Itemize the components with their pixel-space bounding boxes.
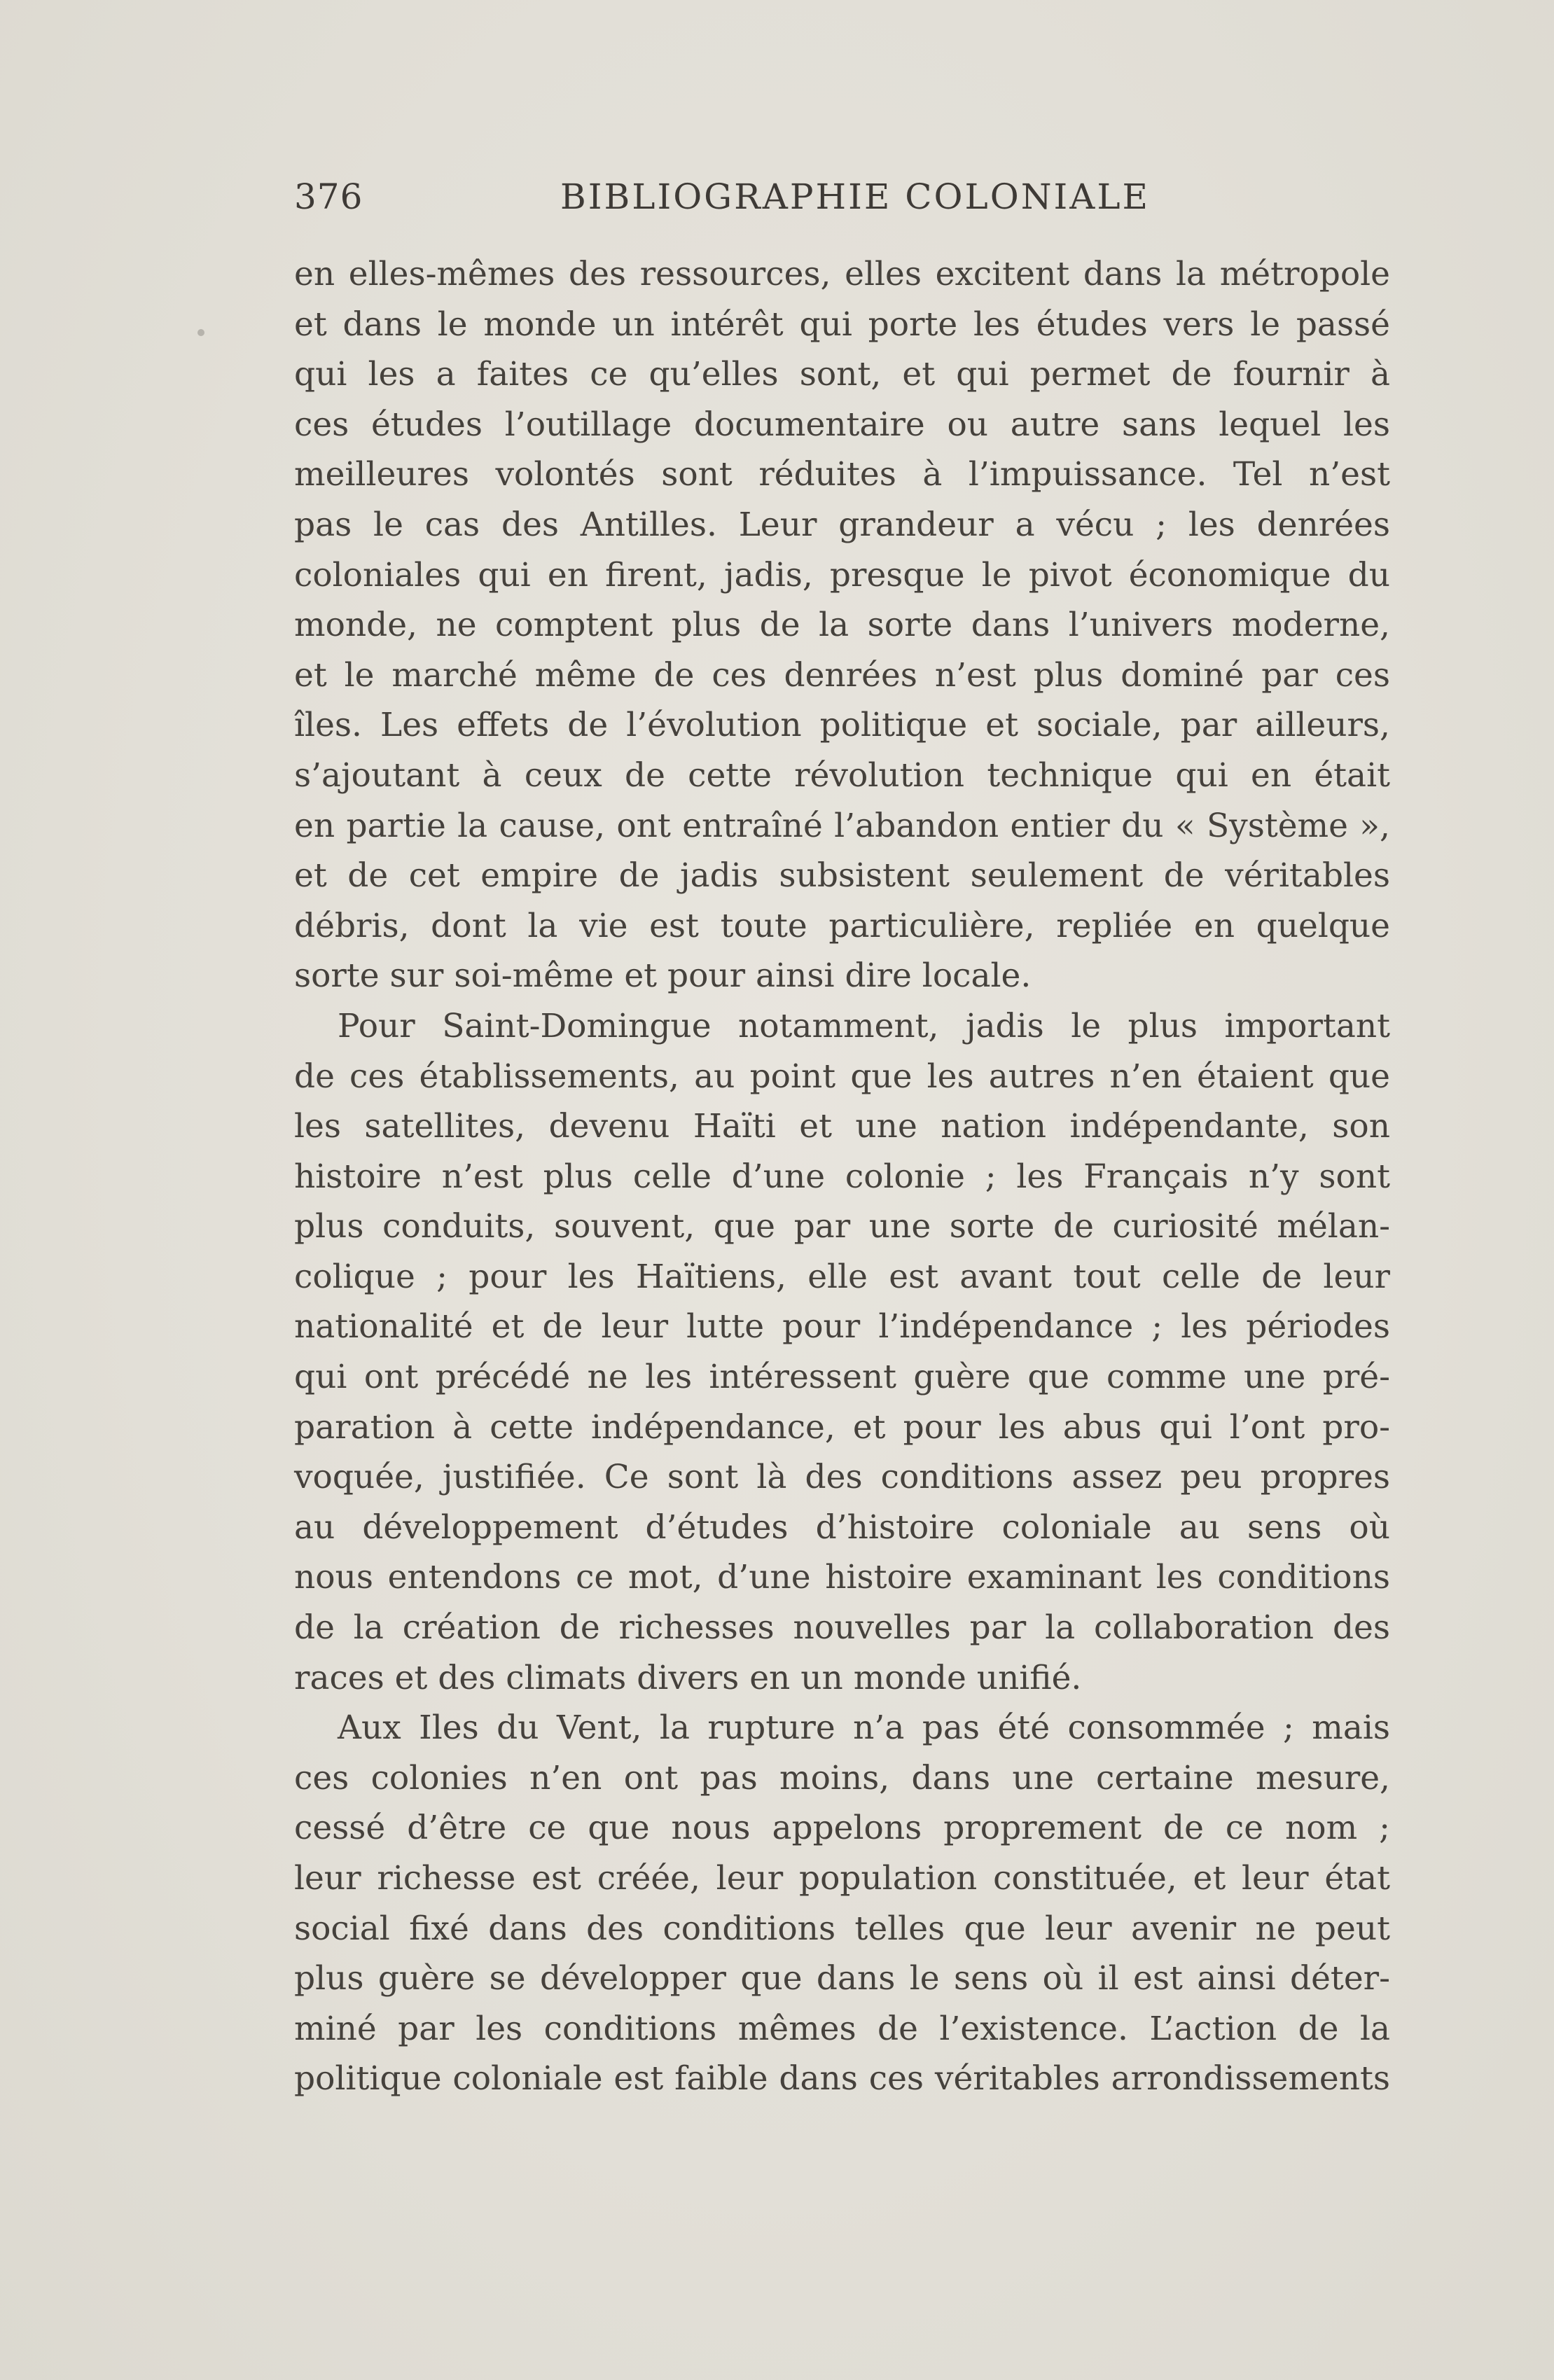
text-line: et dans le monde un intérêt qui porte les études vers le passé [294,305,1390,344]
text-line: Pour Saint-Domingue notamment, jadis le plus important [338,1006,1390,1045]
text-line: en partie la cause, ont entraîné l’abandon entier du « Système », [294,806,1390,845]
page-header [294,176,1390,225]
text-line: et le marché même de ces denrées n’est plus dominé par ces [294,655,1390,695]
text-line: ces études l’outillage documentaire ou autre sans lequel les [294,405,1390,444]
body-text [294,249,1390,2104]
paragraph [294,1703,1390,2104]
text-line: plus conduits, souvent, que par une sorte de curiosité mélan- [294,1207,1390,1246]
text-line: nous entendons ce mot, d’une histoire examinant les conditions [294,1558,1390,1597]
text-line: histoire n’est plus celle d’une colonie ; les Français n’y sont [294,1157,1390,1196]
text-line: ces colonies n’en ont pas moins, dans une certaine mesure, [294,1758,1390,1797]
text-line: monde, ne comptent plus de la sorte dans l’univers moderne, [294,606,1390,645]
text-line: pas le cas des Antilles. Leur grandeur a vécu ; les denrées [294,505,1390,544]
page-number: 376 [294,176,363,217]
text-line: colique ; pour les Haïtiens, elle est avant tout celle de leur [294,1257,1390,1296]
text-line: leur richesse est créée, leur population constituée, et leur état [294,1859,1390,1898]
running-title: BIBLIOGRAPHIE COLONIALE [560,176,1151,217]
text-line: débris, dont la vie est toute particulière, repliée en quelque [294,906,1390,945]
text-line: s’ajoutant à ceux de cette révolution technique qui en était [294,756,1390,795]
text-line: nationalité et de leur lutte pour l’indépendance ; les périodes [294,1307,1390,1346]
text-line: en elles-mêmes des ressources, elles excitent dans la métropole [294,255,1390,293]
text-line: qui les a faites ce qu’elles sont, et qui permet de fournir à [294,355,1390,394]
text-line: les satellites, devenu Haïti et une nation indépendante, son [294,1107,1390,1146]
text-line: paration à cette indépendance, et pour les abus qui l’ont pro- [294,1407,1390,1447]
text-line: voquée, justifiée. Ce sont là des conditions assez peu propres [294,1458,1390,1497]
text-line: sorte sur soi-même et pour ainsi dire locale. [294,956,1032,996]
paper-speck [197,329,204,336]
text-line: qui ont précédé ne les intéressent guère que comme une pré- [294,1358,1390,1397]
text-line: miné par les conditions mêmes de l’existence. L’action de la [294,2009,1390,2048]
text-line: îles. Les effets de l’évolution politique et sociale, par ailleurs, [294,706,1390,745]
text-line: au développement d’études d’histoire coloniale au sens où [294,1508,1390,1547]
text-line: de ces établissements, au point que les autres n’en étaient que [294,1057,1390,1096]
text-line: cessé d’être ce que nous appelons proprement de ce nom ; [294,1809,1390,1848]
paragraph [294,249,1390,1001]
text-line: plus guère se développer que dans le sens où il est ainsi déter- [294,1959,1390,1998]
text-line: politique coloniale est faible dans ces véritables arrondissements [294,2059,1390,2099]
text-line: et de cet empire de jadis subsistent seulement de véritables [294,856,1390,896]
text-line: Aux Iles du Vent, la rupture n’a pas été consommée ; mais [338,1709,1390,1748]
text-line: de la création de richesses nouvelles par la collaboration des [294,1608,1390,1648]
text-line: coloniales qui en firent, jadis, presque le pivot économique du [294,555,1390,594]
text-line: meilleures volontés sont réduites à l’impuissance. Tel n’est [294,455,1390,494]
text-line: races et des climats divers en un monde unifié. [294,1658,1082,1697]
text-line: social fixé dans des conditions telles que leur avenir ne peut [294,1909,1390,1948]
paragraph [294,1001,1390,1703]
